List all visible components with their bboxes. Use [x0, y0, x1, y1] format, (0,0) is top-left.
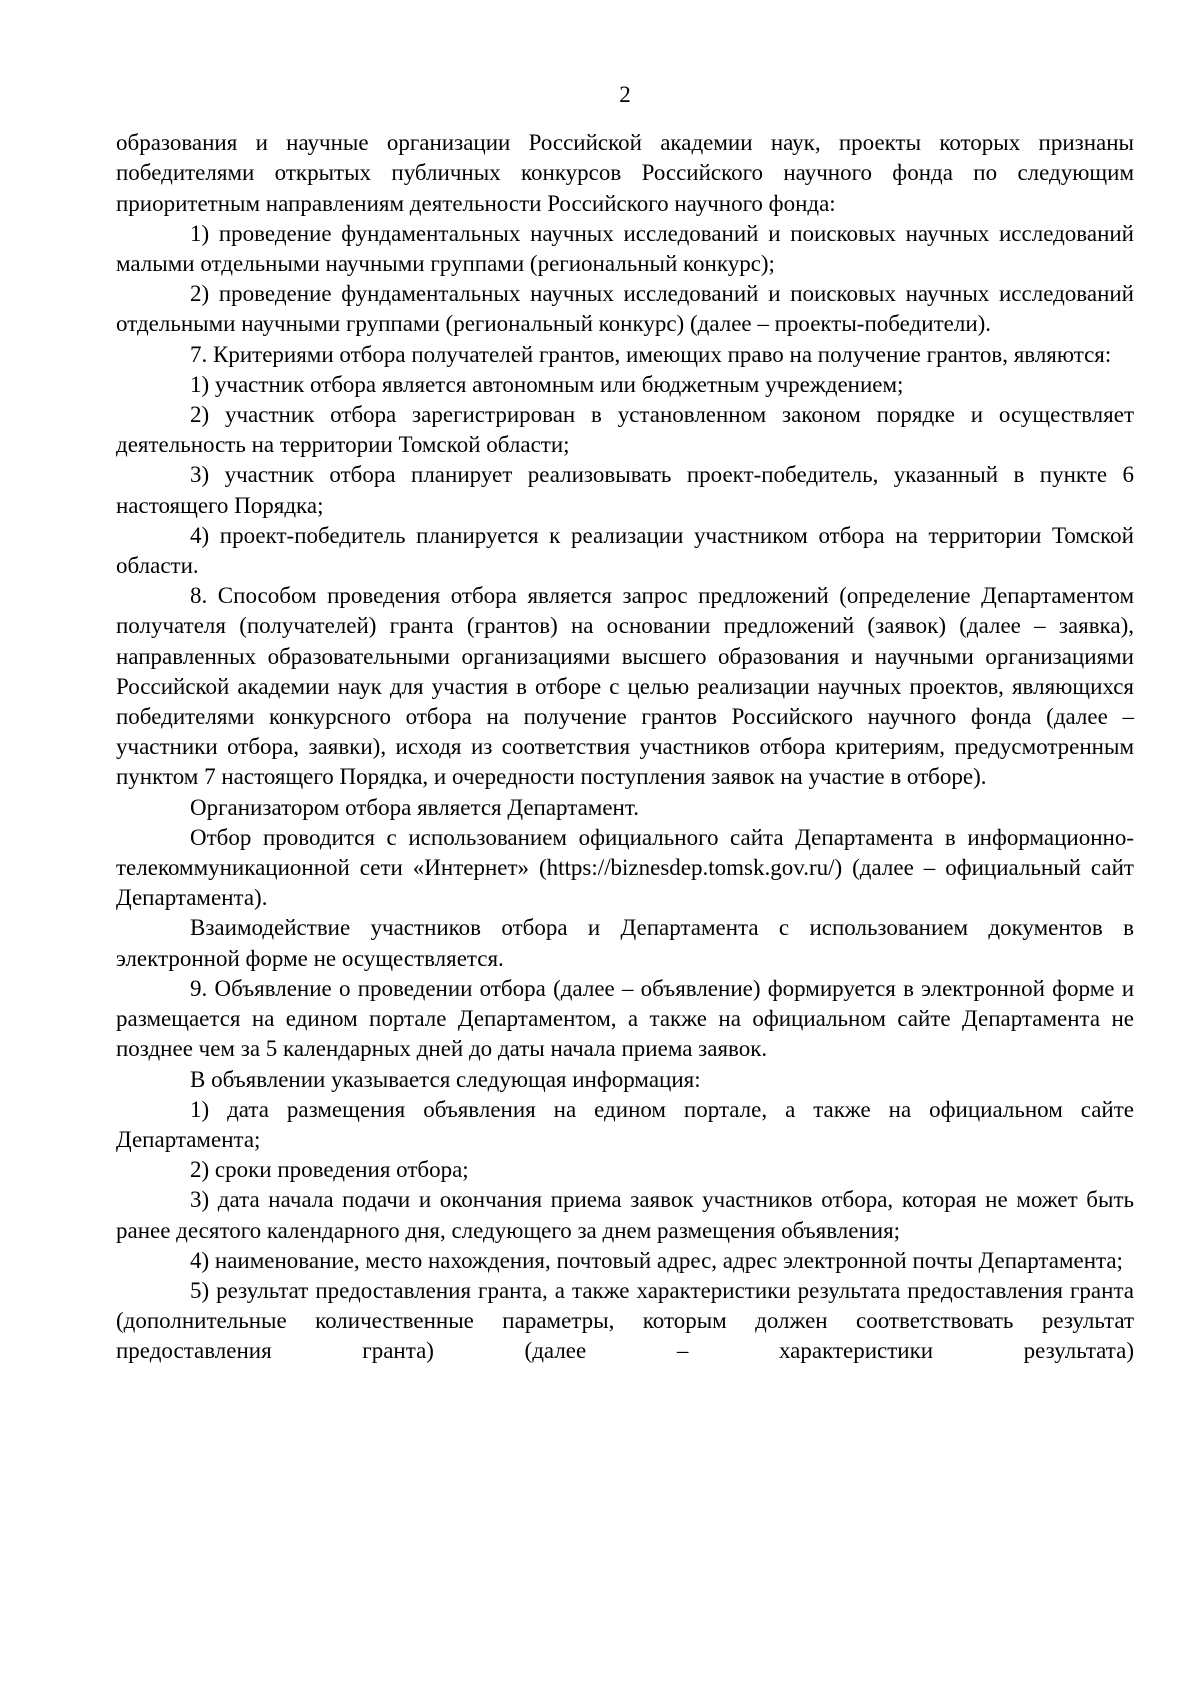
- paragraph: В объявлении указывается следующая информация:: [190, 1066, 701, 1092]
- paragraph: 1) дата размещения объявления на едином портале, а также на официальном сайте Департамента;: [116, 1096, 1134, 1152]
- paragraph: 3) дата начала подачи и окончания приема заявок участников отбора, которая не может быть ранее десятого календарного дня, следующего за днем размещения объявления;: [116, 1187, 1134, 1243]
- paragraph: 4) проект-победитель планируется к реализации участником отбора на территории Томской области.: [116, 522, 1134, 579]
- paragraph: 2) участник отбора зарегистрирован в установленном законом порядке и осуществляет деятельность на территории Томской области;: [116, 402, 1134, 458]
- paragraph: Организатором отбора является Департамент.: [190, 794, 639, 820]
- paragraph: 9. Объявление о проведении отбора (далее – объявление) формируется в электронной форме и размещается на едином портале Департаментом, а также на официальном сайте Департамента не позднее чем за 5 календарных дней до даты начала приема заявок.: [116, 975, 1134, 1062]
- paragraph: 5) результат предоставления гранта, а также характеристики результата предоставления гранта (дополнительные количественные параметры, которым должен соответствовать результат предоставления гранта) (далее – характеристики результата): [116, 1277, 1134, 1364]
- paragraph: Отбор проводится с использованием официального сайта Департамента в информационно-телекоммуникационной сети «Интернет» (https://biznesdep.tomsk.gov.ru/) (далее – официальный сайт Департамента).: [116, 824, 1134, 911]
- paragraph: 8. Способом проведения отбора является запрос предложений (определение Департаментом получателя (получателей) гранта (грантов) на основании предложений (заявок) (далее – заявка), направленных образовательными организациями высшего образования и научными организациями Российской академии наук для участия в отборе с целью реализации научных проектов, являющихся победителями конкурсного отбора на получение грантов Российского научного фонда (далее – участники отбора, заявки), исходя из соответствия участников отбора критериям, предусмотренным пунктом 7 настоящего Порядка, и очередности поступления заявок на участие в отборе).: [116, 583, 1134, 790]
- page-number: 2: [619, 82, 631, 107]
- paragraph: Взаимодействие участников отбора и Департамента с использованием документов в электронной форме не осуществляется.: [116, 915, 1134, 971]
- paragraph: образования и научные организации Российской академии наук, проекты которых признаны победителями открытых публичных конкурсов Российского научного фонда по следующим приоритетным направлениям деятельности Российского научного фонда:: [116, 130, 1134, 216]
- paragraph: 2) сроки проведения отбора;: [190, 1157, 469, 1183]
- paragraph: 4) наименование, место нахождения, почтовый адрес, адрес электронной почты Департамента;: [190, 1247, 1123, 1273]
- paragraph: 7. Критериями отбора получателей грантов, имеющих право на получение грантов, являются:: [190, 341, 1112, 367]
- document-page: [116, 80, 1134, 1367]
- paragraph: 1) проведение фундаментальных научных исследований и поисковых научных исследований малыми отдельными научными группами (региональный конкурс);: [116, 220, 1134, 277]
- paragraph: 1) участник отбора является автономным или бюджетным учреждением;: [190, 371, 904, 397]
- paragraph: 2) проведение фундаментальных научных исследований и поисковых научных исследований отдельными научными группами (региональный конкурс) (далее – проекты-победители).: [116, 281, 1134, 337]
- paragraph: 3) участник отбора планирует реализовывать проект-победитель, указанный в пункте 6 настоящего Порядка;: [116, 462, 1134, 518]
